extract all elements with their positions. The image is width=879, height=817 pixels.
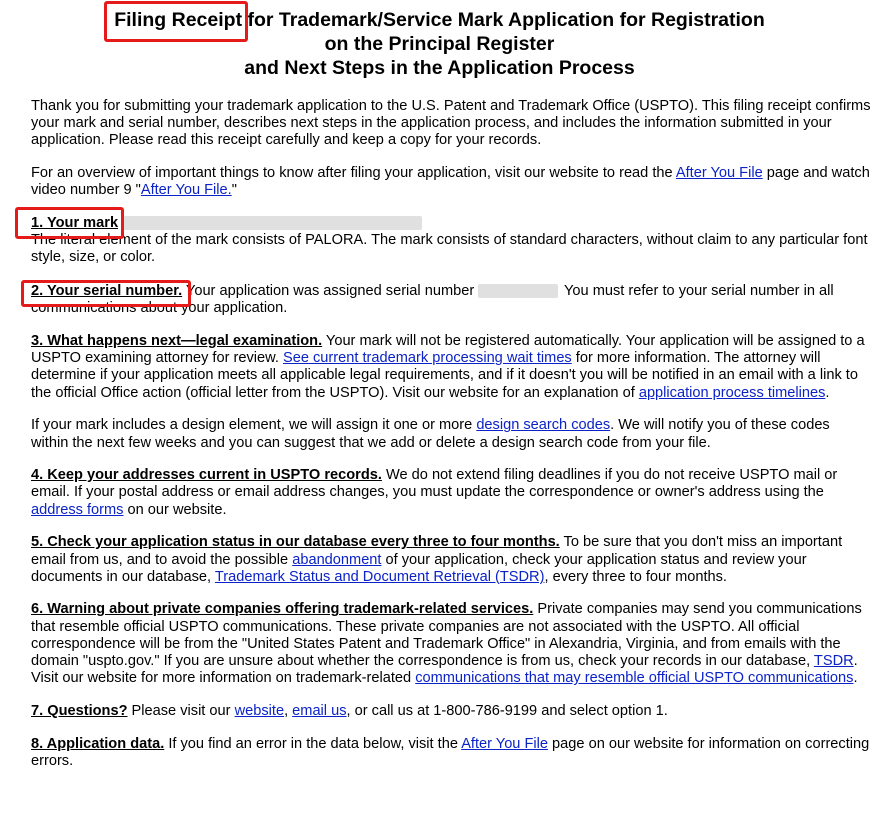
tsdr-link[interactable]: Trademark Status and Document Retrieval (TSDR)	[214, 568, 545, 585]
status-heading: 5. Check your application status in our database every three to four months.	[31, 534, 560, 551]
highlight-box-serial-number	[21, 280, 191, 307]
title-highlight: Filing Receipt	[114, 9, 243, 31]
section-application-data: 8. Application data. If you find an error in the data below, visit the After You File page on our website for information on correcting errors.	[31, 735, 870, 769]
section-your-mark: 1. Your mark The literal element of the mark consists of PALORA. The mark consists of standard characters, without claim to any particular font style, size, or color.	[31, 215, 868, 266]
tsdr-short-link[interactable]: TSDR	[813, 653, 854, 670]
redacted-mark-image	[122, 216, 422, 230]
addresses-heading: 4. Keep your addresses current in USPTO records.	[31, 467, 382, 484]
process-timelines-link[interactable]: application process timelines	[638, 384, 826, 401]
intro-paragraph: Thank you for submitting your trademark application to the U.S. Patent and Trademark Office (USPTO). This filing receipt confirms your mark and serial number, describes next steps in the application process, and includes the information submitted in your application. Please read this receipt carefully and keep a copy for your records.	[31, 98, 871, 149]
title-line-1: Filing Receipt for Trademark/Service Mark Application for Registration	[114, 9, 765, 31]
email-us-link[interactable]: email us	[292, 702, 347, 719]
section-status: 5. Check your application status in our database every three to four months. To be sure that you don't miss an important email from us, and to avoid the possible abandonment of your application, check your application status and review your documents in our database, Trademark Status and Document Retrieval (TSDR), every three to four months.	[31, 534, 843, 585]
section-addresses: 4. Keep your addresses current in USPTO records. We do not extend filing deadlines if you do not receive USPTO mail or email. If your postal address or email address changes, you must update the correspondence or owner's address using the address forms on our website.	[31, 467, 838, 518]
after-you-file-link[interactable]: After You File	[675, 165, 763, 182]
design-search-codes-link[interactable]: design search codes	[476, 417, 611, 434]
application-data-heading: 8. Application data.	[31, 735, 165, 752]
section-legal-examination: 3. What happens next—legal examination. Your mark will not be registered automatically. Your application will be assigned to a USPTO examining attorney for review. See current trademark processing wait times for more information. The attorney will determine if your application meets all applicable legal requirements, and if it doesn't you will be notified in an email with a link to the official Office action (official letter from the USPTO). Visit our website for an explanation of application process timelines.	[31, 333, 865, 401]
questions-heading: 7. Questions?	[31, 702, 128, 719]
redacted-serial-number	[478, 284, 558, 298]
highlight-box-filing-receipt	[104, 1, 248, 42]
after-you-file-data-link[interactable]: After You File	[461, 735, 548, 752]
address-forms-link[interactable]: address forms	[31, 501, 124, 518]
your-mark-heading: 1. Your mark	[31, 215, 119, 232]
design-codes-paragraph: If your mark includes a design element, we will assign it one or more design search codes. We will notify you of these codes within the next few weeks and you can suggest that we add or delete a design search code from your file.	[31, 417, 830, 451]
after-you-file-video-link[interactable]: After You File.	[140, 182, 232, 199]
receipt-body	[31, 98, 871, 786]
title-line-3: and Next Steps in the Application Process	[244, 57, 635, 79]
title-line-2: on the Principal Register	[324, 33, 555, 55]
resemble-communications-link[interactable]: communications that may resemble official USPTO communications	[415, 670, 854, 687]
wait-times-link[interactable]: See current trademark processing wait times	[282, 350, 572, 367]
section-private-companies: 6. Warning about private companies offering trademark-related services. Private companies may send you communications that resemble official USPTO communications. These private companies are not associated with the USPTO. All official correspondence will be from the "United States Patent and Trademark Office" in Alexandria, Virginia, and from emails with the domain "uspto.gov." If you are unsure about whether the correspondence is from us, check your records in our database, TSDR. Visit our website for more information on trademark-related communications that may resemble official USPTO communications.	[31, 601, 862, 687]
serial-number-heading: 2. Your serial number.	[31, 283, 183, 300]
section-questions: 7. Questions? Please visit our website, email us, or call us at 1-800-786-9199 and select option 1.	[31, 702, 668, 719]
section-serial-number: 2. Your serial number. Your application was assigned serial number You must refer to your serial number in all communications about your application.	[31, 283, 834, 317]
private-companies-heading: 6. Warning about private companies offering trademark-related services.	[31, 601, 534, 618]
legal-examination-heading: 3. What happens next—legal examination.	[31, 333, 323, 350]
overview-paragraph: For an overview of important things to know after filing your application, visit our website to read the After You File page and watch video number 9 "After You File."	[31, 165, 870, 199]
abandonment-link[interactable]: abandonment	[292, 551, 382, 568]
highlight-box-your-mark	[15, 207, 124, 239]
website-link[interactable]: website	[234, 702, 285, 719]
